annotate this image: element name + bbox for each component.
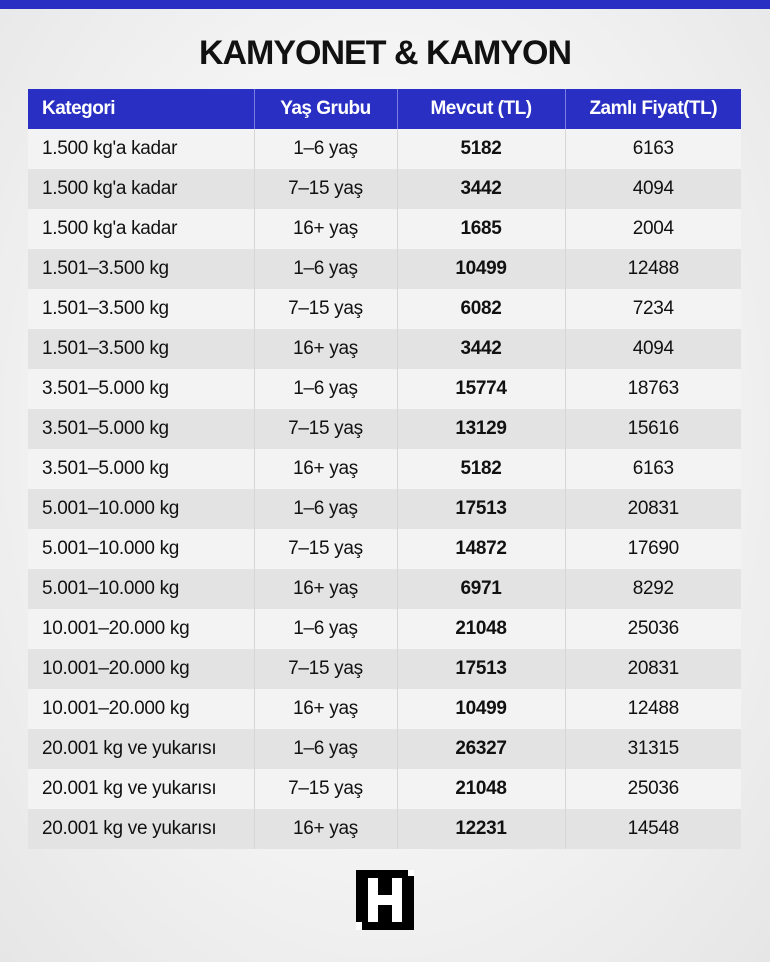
cell-kategori: 10.001–20.000 kg: [28, 609, 254, 649]
cell-kategori: 5.001–10.000 kg: [28, 569, 254, 609]
cell-yas-grubu: 1–6 yaş: [254, 729, 397, 769]
cell-yas-grubu: 16+ yaş: [254, 449, 397, 489]
cell-zamli-fiyat: 7234: [565, 289, 741, 329]
cell-zamli-fiyat: 6163: [565, 129, 741, 169]
table-row: [28, 409, 741, 449]
cell-mevcut: 10499: [397, 689, 565, 729]
cell-zamli-fiyat: 6163: [565, 449, 741, 489]
cell-mevcut: 21048: [397, 769, 565, 809]
cell-yas-grubu: 16+ yaş: [254, 689, 397, 729]
table-row: [28, 329, 741, 369]
table-row: [28, 449, 741, 489]
cell-yas-grubu: 1–6 yaş: [254, 249, 397, 289]
cell-yas-grubu: 7–15 yaş: [254, 769, 397, 809]
cell-zamli-fiyat: 17690: [565, 529, 741, 569]
table-row: [28, 769, 741, 809]
cell-mevcut: 3442: [397, 329, 565, 369]
table-row: [28, 569, 741, 609]
cell-kategori: 20.001 kg ve yukarısı: [28, 769, 254, 809]
cell-kategori: 1.501–3.500 kg: [28, 249, 254, 289]
table-row: [28, 609, 741, 649]
cell-yas-grubu: 1–6 yaş: [254, 129, 397, 169]
cell-yas-grubu: 7–15 yaş: [254, 409, 397, 449]
cell-mevcut: 26327: [397, 729, 565, 769]
cell-yas-grubu: 16+ yaş: [254, 209, 397, 249]
cell-kategori: 3.501–5.000 kg: [28, 409, 254, 449]
cell-mevcut: 10499: [397, 249, 565, 289]
cell-yas-grubu: 7–15 yaş: [254, 649, 397, 689]
cell-mevcut: 1685: [397, 209, 565, 249]
header-kategori: Kategori: [28, 89, 254, 129]
cell-mevcut: 6082: [397, 289, 565, 329]
table-body: [28, 129, 741, 849]
top-accent-bar: [0, 0, 770, 9]
cell-kategori: 1.500 kg'a kadar: [28, 169, 254, 209]
cell-zamli-fiyat: 4094: [565, 329, 741, 369]
cell-kategori: 20.001 kg ve yukarısı: [28, 809, 254, 849]
cell-zamli-fiyat: 12488: [565, 689, 741, 729]
cell-zamli-fiyat: 8292: [565, 569, 741, 609]
cell-zamli-fiyat: 4094: [565, 169, 741, 209]
table-row: [28, 209, 741, 249]
cell-zamli-fiyat: 25036: [565, 609, 741, 649]
cell-kategori: 1.500 kg'a kadar: [28, 209, 254, 249]
cell-zamli-fiyat: 31315: [565, 729, 741, 769]
cell-mevcut: 14872: [397, 529, 565, 569]
cell-zamli-fiyat: 15616: [565, 409, 741, 449]
cell-zamli-fiyat: 20831: [565, 489, 741, 529]
cell-yas-grubu: 7–15 yaş: [254, 529, 397, 569]
cell-kategori: 3.501–5.000 kg: [28, 449, 254, 489]
cell-kategori: 10.001–20.000 kg: [28, 689, 254, 729]
cell-zamli-fiyat: 25036: [565, 769, 741, 809]
table-header-row: [28, 89, 741, 129]
cell-mevcut: 17513: [397, 649, 565, 689]
cell-kategori: 5.001–10.000 kg: [28, 489, 254, 529]
cell-kategori: 20.001 kg ve yukarısı: [28, 729, 254, 769]
cell-kategori: 3.501–5.000 kg: [28, 369, 254, 409]
table-row: [28, 249, 741, 289]
table-row: [28, 809, 741, 849]
table-row: [28, 169, 741, 209]
cell-mevcut: 5182: [397, 449, 565, 489]
cell-zamli-fiyat: 14548: [565, 809, 741, 849]
cell-kategori: 1.501–3.500 kg: [28, 329, 254, 369]
table-row: [28, 489, 741, 529]
header-zamli-fiyat: Zamlı Fiyat(TL): [565, 89, 741, 129]
header-yas-grubu: Yaş Grubu: [254, 89, 397, 129]
cell-yas-grubu: 7–15 yaş: [254, 289, 397, 329]
cell-yas-grubu: 1–6 yaş: [254, 609, 397, 649]
cell-yas-grubu: 1–6 yaş: [254, 369, 397, 409]
cell-kategori: 1.500 kg'a kadar: [28, 129, 254, 169]
cell-zamli-fiyat: 12488: [565, 249, 741, 289]
table-row: [28, 289, 741, 329]
price-table: [28, 89, 741, 849]
table-row: [28, 729, 741, 769]
table-row: [28, 369, 741, 409]
cell-yas-grubu: 16+ yaş: [254, 569, 397, 609]
cell-kategori: 5.001–10.000 kg: [28, 529, 254, 569]
header-mevcut: Mevcut (TL): [397, 89, 565, 129]
cell-mevcut: 17513: [397, 489, 565, 529]
cell-kategori: 1.501–3.500 kg: [28, 289, 254, 329]
cell-mevcut: 6971: [397, 569, 565, 609]
cell-mevcut: 15774: [397, 369, 565, 409]
table-row: [28, 129, 741, 169]
table-row: [28, 649, 741, 689]
cell-zamli-fiyat: 2004: [565, 209, 741, 249]
cell-mevcut: 21048: [397, 609, 565, 649]
cell-zamli-fiyat: 20831: [565, 649, 741, 689]
cell-mevcut: 3442: [397, 169, 565, 209]
cell-yas-grubu: 16+ yaş: [254, 809, 397, 849]
cell-mevcut: 5182: [397, 129, 565, 169]
page-title: KAMYONET & KAMYON: [198, 34, 572, 72]
cell-yas-grubu: 1–6 yaş: [254, 489, 397, 529]
table-row: [28, 529, 741, 569]
cell-mevcut: 13129: [397, 409, 565, 449]
cell-yas-grubu: 7–15 yaş: [254, 169, 397, 209]
cell-kategori: 10.001–20.000 kg: [28, 649, 254, 689]
cell-zamli-fiyat: 18763: [565, 369, 741, 409]
table-row: [28, 689, 741, 729]
cell-mevcut: 12231: [397, 809, 565, 849]
cell-yas-grubu: 16+ yaş: [254, 329, 397, 369]
h-logo-icon: [356, 870, 414, 930]
